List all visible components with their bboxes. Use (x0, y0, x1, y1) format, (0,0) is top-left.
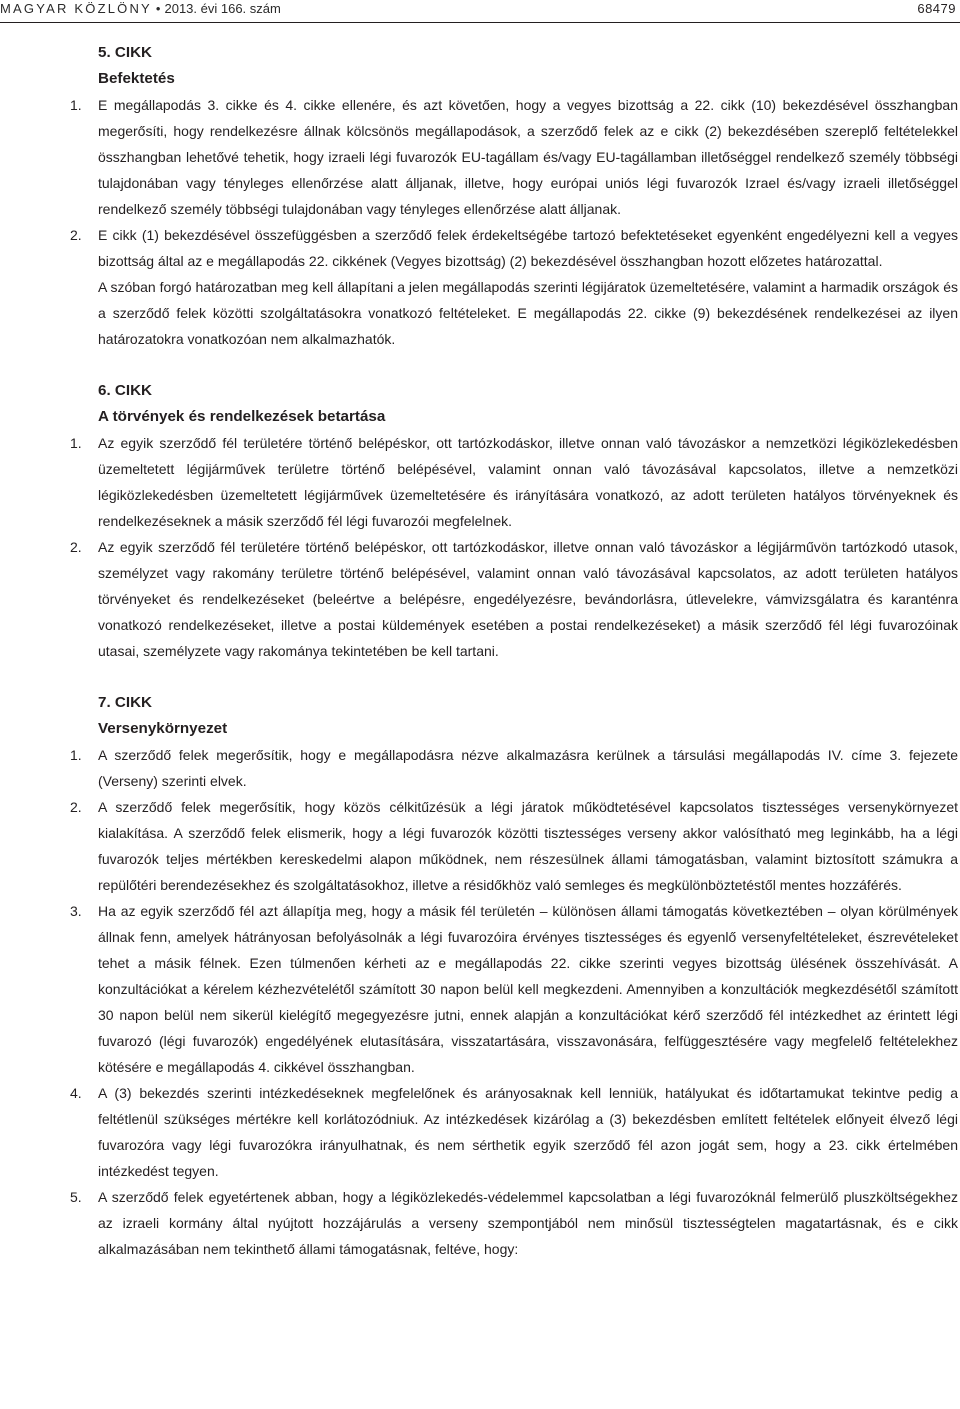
publication-title: MAGYAR KÖZLÖNY (0, 1, 152, 16)
page-header (0, 0, 960, 26)
paragraph (70, 534, 958, 664)
paragraph-text: Az egyik szerződő fél területére történő belépéskor, ott tartózkodáskor, illetve onnan való távozáskor a légijárművön tartózkodó utasok, személyzet vagy rakomány területre történő belépésével, valamint onnan való távozásával kapcsolatos, az adott területen hatályos törvényeket és rendelkezéseket (beleértve a belépésre, engedélyezésre, bevándorlásra, útlevelekre, vámvizsgálatra és karanténra vonatkozó rendelkezéseket, illetve a postai küldemények esetében a postai rendelkezéseket) a másik szerződő fél légi fuvarozóinak utasai, személyzete vagy rakománya tekintetében be kell tartani. (98, 539, 958, 659)
article-title: A törvények és rendelkezések betartása (98, 408, 386, 425)
publication-line (0, 1, 281, 17)
paragraph-number: 2. (70, 539, 82, 555)
paragraph-number: 4. (70, 1085, 82, 1101)
article-title: Versenykörnyezet (98, 720, 228, 737)
paragraph-text: A szerződő felek egyetértenek abban, hogy a légiközlekedés-védelemmel kapcsolatban a légi fuvarozóknál felmerülő pluszköltségekhez az izraeli kormány által nyújtott hozzájárulás a verseny szempontjából nem minősül tisztességtelen magatartásnak, és e cikk alkalmazásában nem tekinthető állami támogatásnak, feltéve, hogy: (98, 1189, 958, 1257)
paragraph (70, 794, 958, 898)
paragraph (70, 274, 958, 352)
paragraph-number: 2. (70, 227, 82, 243)
paragraph-text: E cikk (1) bekezdésével összefüggésben a szerződő felek érdekeltségébe tartozó befektetéseket egyenként engedélyezni kell a vegyes bizottság által az e megállapodás 22. cikkének (Vegyes bizottság) (2) bekezdésével összhangban hozott előzetes határozattal. (98, 227, 958, 269)
paragraph-number: 1. (70, 747, 82, 763)
section-gap (70, 352, 958, 378)
article-7 (70, 690, 958, 1262)
separator-bullet: • (155, 1, 161, 16)
section-gap (70, 664, 958, 690)
paragraph-text: Az egyik szerződő fél területére történő belépéskor, ott tartózkodáskor, illetve onnan való távozáskor a nemzetközi légiközlekedésben üzemeltetett légijárművek területre történő belépésével, valamint onnan való távozásával kapcsolatos, illetve a nemzetközi légiközlekedésben üzemeltetett légijárművek üzemeltetésére és irányítására vonatkozó, az adott területen hatályos törvényeknek és rendelkezéseknek a másik szerződő fél légi fuvarozói megfelelnek. (98, 435, 958, 529)
paragraph-number: 1. (70, 435, 82, 451)
article-number: 6. CIKK (98, 382, 153, 399)
paragraph-number: 1. (70, 97, 82, 113)
paragraph-text: A szerződő felek megerősítik, hogy e megállapodásra nézve alkalmazásra kerülnek a társulási megállapodás IV. címe 3. fejezete (Verseny) szerinti elvek. (98, 747, 958, 789)
paragraph-text: A szerződő felek megerősítik, hogy közös célkitűzésük a légi járatok működtetésével kapcsolatos tisztességes versenykörnyezet kialakítása. A szerződő felek elismerik, hogy a légi fuvarozók közötti tisztességes verseny akkor valósítható meg leginkább, ha a légi fuvarozók teljes mértékben kereskedelmi alapon működnek, nem részesülnek állami támogatásban, valamint biztosított számukra a repülőtéri berendezésekhez és szolgáltatásokhoz, illetve a résidőkhöz való semleges és megkülönböztetéstől mentes hozzáférés. (98, 799, 958, 893)
paragraph-number: 2. (70, 799, 82, 815)
paragraph (70, 92, 958, 222)
paragraph (70, 430, 958, 534)
page-number: 68479 (917, 1, 956, 16)
paragraph-text: E megállapodás 3. cikke és 4. cikke ellenére, és azt követően, hogy a vegyes bizottság a 22. cikk (10) bekezdésével összhangban megerősíti, hogy rendelkezésre állnak kölcsönös megállapodások, a szerződő felek az e cikk (2) bekezdésében szereplő feltételekkel összhangban lehetővé tehetik, hogy izraeli légi fuvarozók EU-tagállam és/vagy EU-tagállamban illetőséggel rendelkező személy többségi tulajdonában vagy tényleges ellenőrzése alatt álljanak, illetve, hogy európai uniós légi fuvarozók Izrael és/vagy izraeli illetőséggel rendelkező személy többségi tulajdonában vagy tényleges ellenőrzése alatt álljanak. (98, 97, 958, 217)
article-title: Befektetés (98, 70, 175, 87)
article-number: 5. CIKK (98, 44, 153, 61)
article-6 (70, 378, 958, 664)
issue-label: 2013. évi 166. szám (164, 1, 281, 16)
paragraph (70, 1080, 958, 1184)
paragraph (70, 742, 958, 794)
paragraph (70, 222, 958, 274)
paragraph-number: 3. (70, 903, 82, 919)
header-rule (0, 22, 960, 23)
paragraph (70, 1184, 958, 1262)
article-5 (70, 40, 958, 352)
paragraph-text: Ha az egyik szerződő fél azt állapítja meg, hogy a másik fél területén – különösen állami támogatás következtében – olyan körülmények állnak fenn, amelyek hátrányosan befolyásolnák a légi fuvarozóira érvényes tisztességes és egyenlő versenyfeltételeket, észrevételeket tehet a másik félnek. Ezen túlmenően kérheti az e megállapodás 22. cikke szerinti vegyes bizottság ülésének összehívását. A konzultációkat a kérelem kézhezvételétől számított 30 napon belül kell megkezdeni. Amennyiben a konzultációk megkezdésétől számított 30 napon belül nem sikerül kielégítő megegyezésre jutni, ennek alapján a konzultációkat kérő szerződő fél intézkedhet az érintett légi fuvarozó (légi fuvarozók) engedélyének elutasítására, visszatartására, visszavonására, felfüggesztésére vagy megfelelő feltételekhez kötésére e megállapodás 4. cikkével összhangban. (98, 903, 958, 1075)
paragraph-text: A szóban forgó határozatban meg kell állapítani a jelen megállapodás szerinti légijáratok üzemeltetésére, valamint a harmadik országok és a szerződő felek közötti szolgáltatásokra vonatkozó feltételeket. E megállapodás 22. cikke (9) bekezdésének rendelkezései az ilyen határozatokra vonatkozóan nem alkalmazhatók. (98, 279, 958, 347)
document-body (70, 40, 958, 1262)
article-number: 7. CIKK (98, 694, 153, 711)
paragraph-number: 5. (70, 1189, 82, 1205)
paragraph-text: A (3) bekezdés szerinti intézkedéseknek megfelelőnek és arányosaknak kell lenniük, hatályukat és időtartamukat tekintve pedig a feltétlenül szükséges mértékre kell korlátozódniuk. Az intézkedések kizárólag a (3) bekezdésben említett feltételek előnyeit élvező légi fuvarozóra vagy légi fuvarozókra irányulhatnak, és nem sérthetik egyik szerződő fél azon jogát sem, hogy a 23. cikk értelmében intézkedést tegyen. (98, 1085, 958, 1179)
paragraph (70, 898, 958, 1080)
